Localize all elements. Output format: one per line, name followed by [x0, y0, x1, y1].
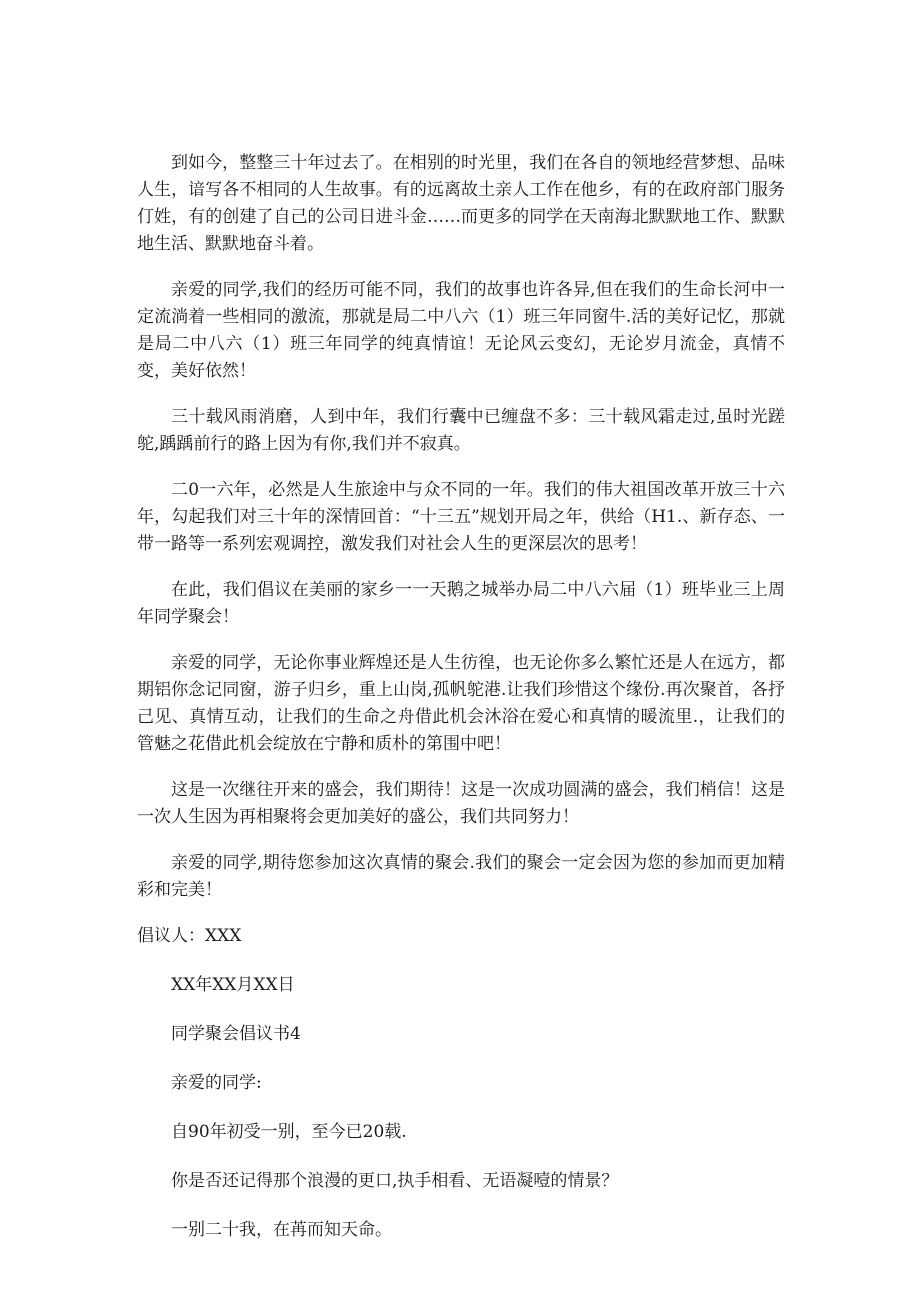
paragraph-dear-classmates: 亲爱的同学,我们的经历可能不同，我们的故事也许各异,但在我们的生命长河中一定流淌着一些相同的激流，那就是局二中八六（1）班三年同窗牛.活的美好记忆，那就是局二中八六（1）班三年同学的纯真情谊！无论风云变幻，无论岁月流金，真情不变，美好依然！ — [137, 280, 785, 381]
paragraph-wind-and-rain: 三十载风雨消磨，人到中年，我们行囊中已缠盘不多：三十载风霜走过,虽时光蹉鸵,踽踽前行的路上因为有你,我们并不寂真。 — [137, 407, 785, 454]
greeting: 亲爱的同学: — [171, 1073, 262, 1093]
body-line-remember: 你是否还记得那个浪漫的更口,执手相看、无语凝噎的情景？ — [171, 1171, 619, 1191]
paragraph-thirty-years: 到如今，整整三十年过去了。在相别的时光里，我们在各自的领地经营梦想、品味人生，谙写各不相同的人生故事。有的远离故土亲人工作在他乡，有的在政府部门服务仃姓，有的创建了自己的公司日进斗金……而更多的同学在天南海北默默地工作、默默地生活、默默地奋斗着。 — [137, 153, 785, 254]
section-title: 同学聚会倡议书4 — [171, 1024, 301, 1044]
paragraph-looking-forward: 亲爱的同学,期待您参加这次真情的聚会.我们的聚会一定会因为您的参加而更加精彩和完美！ — [137, 853, 785, 900]
body-line-farewell: 自90年初受一别，至今已20载. — [171, 1122, 407, 1142]
paragraph-proposal: 在此，我们倡议在美丽的家乡一一天鹅之城举办局二中八六届（1）班毕业三上周年同学聚会！ — [137, 580, 785, 627]
paragraph-grand-gathering: 这是一次继往开来的盛会，我们期待！这是一次成功圆满的盛会，我们梢信！这是一次人生因为再相聚将会更加美好的盛公，我们共同努力！ — [137, 780, 785, 827]
paragraph-reunion-call: 亲爱的同学，无论你事业辉煌还是人生彷徨，也无论你多么繁忙还是人在远方，都期铝你念记同窗，游子归乡，重上山岗,孤帆鸵港.让我们珍惜这个缘份.再次聚首，各抒己见、真情互动，让我们的生命之舟借此机会沐浴在爱心和真情的暖流里.，让我们的管魅之花借此机会绽放在宁静和质朴的第围中吧！ — [137, 653, 785, 754]
date-line: XX年XX月XX日 — [171, 975, 295, 995]
document-page — [137, 150, 785, 1266]
body-line-twenty-years: 一别二十我，在苒而知天命。 — [171, 1220, 392, 1240]
paragraph-year-2016: 二0一六年，必然是人生旅途中与众不同的一年。我们的伟大祖国改革开放三十六年，勾起我们对三十年的深情回首：“十三五”规划开局之年，供给（H1.、新存态、一带一路等一系列宏观调控，激发我们对社会人生的更深层次的思考！ — [137, 480, 785, 554]
signature: 倡议人：XXX — [137, 926, 242, 946]
